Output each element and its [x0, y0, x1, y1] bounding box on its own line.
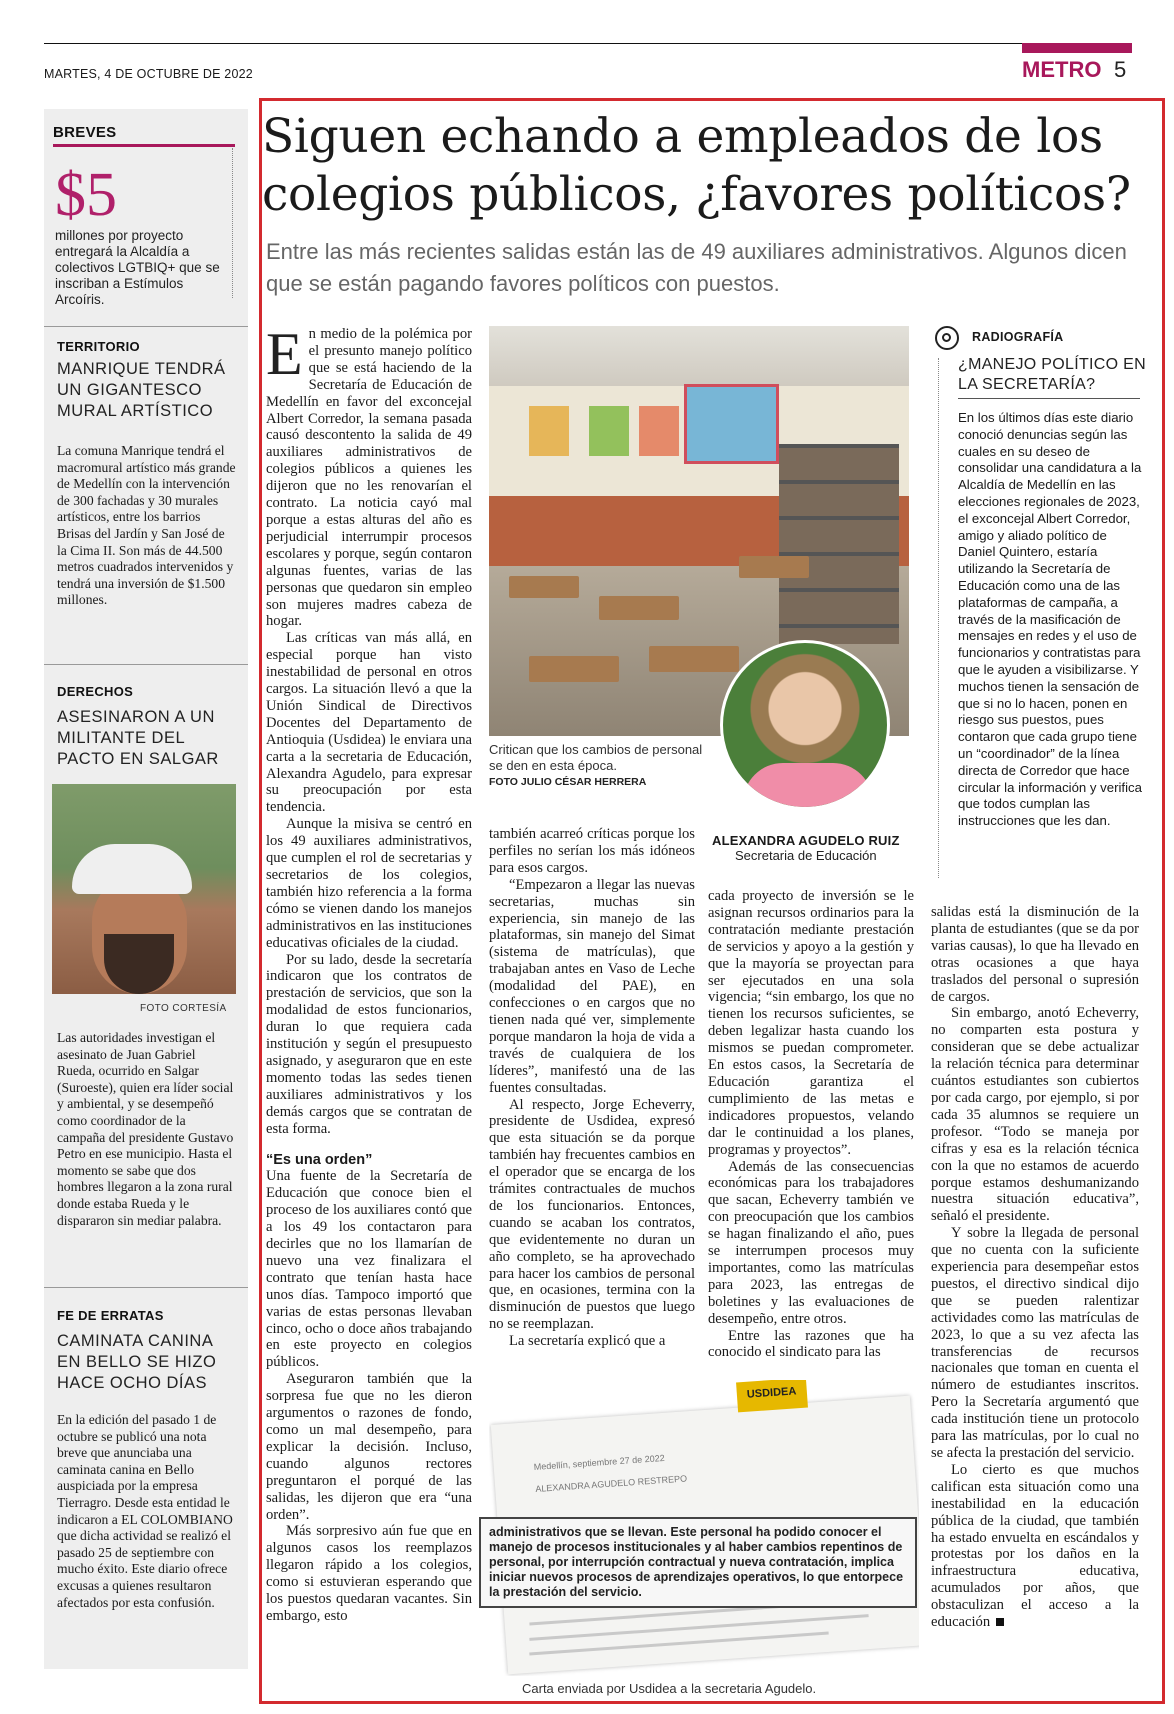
territorio-body: La comuna Manrique tendrá el macromural artístico más grande de Medellín con la intervención de 300 fachadas y 30 murales artísticos, entre los barrios Brisas del Jardín y San José de la Cima II. Son más de 44.500 metros cuadrados intervenidos y tendrá una inversión de $1.500 millones.: [57, 443, 236, 608]
poster-shape: [639, 406, 679, 456]
paragraph: n medio de la polémica por el presunto manejo político que se está haciendo de la Secretaría de Educación de Medellín en favor del exconcejal Albert Corredor, la semana pasada causó descontento la salida de 49 auxiliares administrativos de colegios públicos a quienes les dijeron que no les renovarían el contrato. La noticia cayó mal porque a estas alturas del año es perjudicial interrumpir procesos escolares y porque, según contaron algunas fuentes, varias de las personas que quedaron sin empleo son mujeres madres cabeza de hogar.: [266, 326, 472, 630]
desk-shape: [739, 556, 809, 578]
drop-cap: E: [266, 321, 303, 387]
page-number: 5: [1114, 57, 1127, 82]
sidebar-divider: [44, 326, 248, 327]
victim-photo: [52, 784, 236, 994]
secretary-portrait: [720, 640, 890, 810]
desk-shape: [529, 656, 619, 682]
erratas-headline: CAMINATA CANINA EN BELLO SE HIZO HACE OCHO DÍAS: [57, 1332, 217, 1392]
radiografia-body: En los últimos días este diario conoció denuncias según las cuales en su deseo de consolidar una candidatura a la Alcaldía de Medellín en las elecciones regionales de 2023, el exconcejal Albert Corredor, amigo y aliado político de Daniel Quintero, estaría utilizando la Secretaría de Educación como una de las plataformas de campaña, a través de la masificación de mensajes en redes y el uso de funcionarios y contratistas para que le ayuden a visibilizarse. Y muchos tienen la sensación de que si no lo hacen, ponen en riesgo sus puestos, pues contaron que cada grupo tiene un “coordinador” de la línea directa de Corredor que hace circular la información y verifica que todos cumplan las instrucciones que les dan.: [958, 410, 1142, 829]
letter-date: Medellín, septiembre 27 de 2022: [533, 1452, 665, 1473]
paragraph: Sin embargo, anotó Echeverry, no comparten esta postura y consideran que se debe actualizar la relación técnica para determinar cuántos estudiantes son cubiertos por cada cargo, por ejemplo, si por cada 35 alumnos se requiere un profesor. “Todo se maneja por cifras y esa es la relación técnica con la que no estamos de acuerdo porque estamos deshumanizando nuestra situación educativa”, señaló el presidente.: [931, 1005, 1139, 1225]
paragraph: [931, 1462, 1139, 1631]
portrait-title: Secretaria de Educación: [735, 848, 877, 863]
breves-text: millones por proyecto entregará la Alcaldía a colectivos LGTBIQ+ que se inscriban a Estímulos Arcoíris.: [55, 228, 220, 307]
breves-dotted-rule: [232, 148, 233, 298]
radiografia-headline: ¿MANEJO POLÍTICO EN LA SECRETARÍA?: [958, 356, 1146, 393]
paragraph: Además de las consecuencias económicas para los trabajadores que sacan, Echeverry también ve con preocupación que los cambios se hagan finalizando el año, pues se interrumpen procesos muy importantes, como las matrículas para 2023, las entregas de boletines y las evaluaciones de desempeño, entre otros.: [708, 1158, 914, 1327]
end-of-story-mark: [996, 1618, 1004, 1626]
paragraph: Por su lado, desde la secretaría indicaron que los contratos de prestación de servicios, que son la modalidad de estos funcionarios, duran lo que requiera cada institución y según el presupuesto asignado, y aseguraron que en este momento todas las sedes tienen auxiliares administrativos y los demás cargos que se contratan de esta forma.: [266, 951, 472, 1137]
paragraph: Aseguraron también que la sorpresa fue que no les dieron argumentos o razones de fondo, como un mal desempeño, para explicar la decisión. Incluso, cuando algunos rectores preguntaron el porqué de las salidas, les dijeron que era “una orden”.: [266, 1371, 472, 1523]
sidebar-divider: [44, 664, 248, 665]
top-rule: [44, 43, 1132, 44]
erratas-label: FE DE ERRATAS: [57, 1308, 164, 1323]
portrait-name: ALEXANDRA AGUDELO RUIZ: [712, 833, 900, 848]
jacket-shape: [743, 763, 873, 810]
desk-shape: [509, 576, 579, 598]
radiografia-label: RADIOGRAFÍA: [972, 330, 1064, 344]
usdidea-logo-text: USDIDEA: [746, 1385, 797, 1401]
derechos-headline: ASESINARON A UN MILITANTE DEL PACTO EN SALGAR: [57, 708, 219, 768]
letter-quote: administrativos que se llevan. Este personal ha podido conocer el manejo de procesos institucionales y al haber cambios repentinos de personal, por interrupción contractual y nueva contratación, implica iniciar nuevos procesos de aprendizajes operativos, lo que entorpece la prestación del servicio.: [479, 1517, 917, 1608]
magnifier-icon: [935, 326, 959, 350]
subheading: “Es una orden”: [266, 1151, 373, 1168]
paragraph: Una fuente de la Secretaría de Educación que conoce bien el proceso de los auxiliares contó que a los 49 los contactaron para decirles que no los llamarían de nuevo una vez finalizara el contrato que tenían hasta hace unos días. Tampoco importó que varias de estas personas llevaban cinco, ocho o doce años trabajando en este proyecto en colegios públicos.: [266, 1168, 472, 1371]
derechos-body: Las autoridades investigan el asesinato de Juan Gabriel Rueda, ocurrido en Salgar (Suroeste), quien era líder social y ambiental, y se desempeñó como coordinador de la campaña del presidente Gustavo Petro en ese municipio. Hasta el momento se sabe que dos hombres llegaron a la zona rural donde estaba Rueda y le dispararon sin mediar palabra.: [57, 1030, 234, 1228]
article-deck: Entre las más recientes salidas están las de 49 auxiliares administrativos. Algunos dicen que se están pagando favores políticos con puestos.: [266, 239, 1127, 296]
erratas-body: En la edición del pasado 1 de octubre se publicó una nota breve que anunciaba una caminata canina en Bello auspiciada por la empresa Tierragro. Desde esta entidad le indicaron a EL COLOMBIANO que dicha actividad se realizó el pasado 25 de septiembre con mucho éxito. Este diario ofrece excusas a quienes resultaron afectados por esta confusión.: [57, 1412, 233, 1610]
paragraph: Entre las razones que ha conocido el sindicato para las: [708, 1327, 914, 1361]
paragraph: “Empezaron a llegar las nuevas secretarias, muchas sin experiencia, sin manejo de las plataformas, sin manejo del Simat (sistema de matrículas), que trabajaban antes en Vaso de Leche (modalidad del PAE), en confecciones o en cargos que no tienen nada qué ver, simplemente porque mandaron la hoja de vida a través de cualquiera de los líderes”, manifestó una de las fuentes consultadas.: [489, 876, 695, 1096]
paragraph: Al respecto, Jorge Echeverry, presidente de Usdidea, expresó que esta situación se da porque también hay frecuentes cambios en el operador que se encarga de los trámites contractuales de muchos de los funcionarios. Entonces, cuando se acaban los contratos, que evidentemente no duran un año completo, se ha aprovechado para hacer los cambios de personal que, en ocasiones, termina con la disminución de puestos que luego no se reemplazan.: [489, 1096, 695, 1333]
derechos-label: DERECHOS: [57, 684, 134, 699]
photo-caption: Critican que los cambios de personal se den en esta época.: [489, 742, 703, 773]
paragraph: Y sobre la llegada de personal que no cuenta con la suficiente experiencia para desempeñar estos puestos, el directivo sindical dijo que se pueden ralentizar actividades como las matrículas de 2023, lo que a su vez afecta las transferencias de recursos nacionales que toman en cuenta el número de estudiantes inscritos. Pero la Secretaría argumentó que cada institución tiene un protocolo para las matrículas, por lo cual no se afecta la prestación del servicio.: [931, 1225, 1139, 1461]
letter-addressee: ALEXANDRA AGUDELO RESTREPO: [535, 1473, 688, 1494]
radiografia-rule: [958, 398, 1140, 399]
territorio-headline: MANRIQUE TENDRÁ UN GIGANTESCO MURAL ARTÍSTICO: [57, 360, 226, 420]
breves-figure: $5: [55, 161, 117, 229]
article-column-4: [931, 904, 1139, 1631]
sidebar-divider: [44, 1287, 248, 1288]
issue-date: MARTES, 4 DE OCTUBRE DE 2022: [44, 67, 253, 81]
paragraph: también acarreó críticas porque los perfiles no serían los más idóneos para esos cargos.: [489, 826, 695, 876]
desk-shape: [599, 596, 679, 620]
board-shape: [684, 384, 779, 464]
letter-caption: Carta enviada por Usdidea a la secretaria Agudelo.: [522, 1681, 817, 1696]
photo-credit: FOTO JULIO CÉSAR HERRERA: [489, 776, 647, 788]
poster-shape: [529, 406, 569, 456]
paragraph: La secretaría explicó que a: [509, 1333, 666, 1350]
photo-credit-cortesia: FOTO CORTESÍA: [140, 1003, 227, 1014]
article-column-2: [489, 826, 695, 1350]
article-column-1: [266, 321, 472, 1625]
paragraph: salidas está la disminución de la planta de estudiantes (que se da por varias causas), lo que ha llevado en otras ocasiones a que haya traslados del personal o supresión de cargos.: [931, 904, 1139, 1005]
breves-label: BREVES: [53, 124, 117, 141]
cap-shape: [72, 844, 192, 894]
desk-shape: [649, 646, 739, 672]
article-column-3: [708, 888, 914, 1361]
usdidea-logo: [736, 1380, 808, 1412]
breves-rule: [53, 144, 235, 147]
paragraph-text: Lo cierto es que muchos califican esta situación como una inestabilidad en la educación pública de la ciudad, que también ha estado envuelta en escándalos y protestas por los daños en la infraestructura educativa, acumulados por años, que obstaculizan el acceso a la educación: [931, 1461, 1139, 1631]
paragraph: cada proyecto de inversión se le asignan recursos ordinarios para la contratación mediante prestación de servicios y apoyo a la gestión y que la mayoría se proyectan para ser ejecutados en una sola vigencia; “sin embargo, los que no tienen los recursos suficientes, se deben legalizar hasta cuando los mismos se puedan comprometer. En estos casos, la Secretaría de Educación garantiza el cumplimiento de las metas e indicadores propuestos, velando dar le continuidad a los planes, programas y proyectos”.: [708, 888, 914, 1158]
territorio-label: TERRITORIO: [57, 339, 140, 354]
paragraph: Las críticas van más allá, en especial porque han visto inestabilidad de personal en otros cargos. La situación llevó a que la Unión Sindical de Directivos Docentes del Departamento de Antioquia (Usdidea) le enviara una carta a la secretaria de Educación, Alexandra Agudelo, para expresar su preocupación por esta tendencia.: [266, 630, 472, 816]
radiografia-dotted-rule: [938, 358, 939, 878]
paragraph: Más sorpresivo aún fue que en algunos casos los reemplazos llegaron rápido a los colegios, como si estuvieran esperando que los puestos quedaran vacantes. Sin embargo, esto: [266, 1523, 472, 1624]
bookshelf-shape: [779, 444, 899, 644]
section-color-bar: [1022, 43, 1132, 53]
ceiling-shape: [489, 326, 909, 386]
poster-shape: [589, 406, 629, 456]
section-name: METRO: [1022, 57, 1102, 82]
article-headline: Siguen echando a empleados de los colegios públicos, ¿favores políticos?: [262, 109, 1131, 222]
paragraph: Aunque la misiva se centró en los 49 auxiliares administrativos, que cumplen el rol de secretarias y secretarios de los colegios, también hizo referencia a la forma cómo se vienen dando los manejos administrativos en las instituciones educativas oficiales de la ciudad.: [266, 816, 472, 951]
